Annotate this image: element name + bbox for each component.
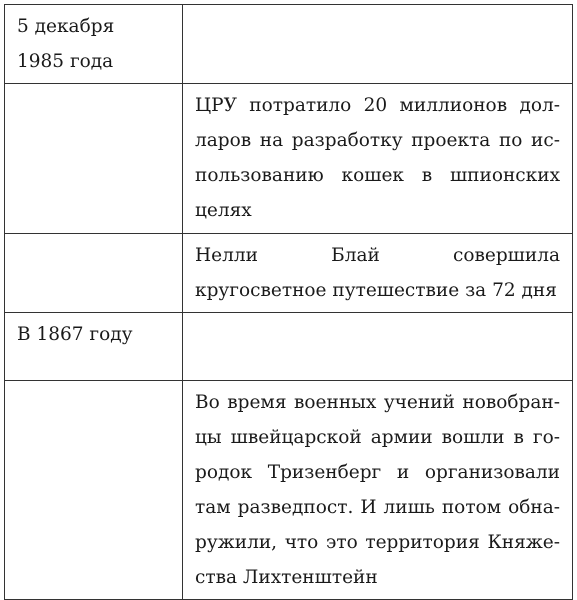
event-cell (183, 313, 573, 381)
date-cell (5, 234, 183, 313)
event-cell: Во время военных учений новобранцы швейцарской армии вошли в городок Тризенберг и организовали там разведпост. И лишь потом обнаружили, что это территория Княжества Лихтенштейн (183, 381, 573, 600)
table-row (5, 381, 573, 600)
table-row (5, 313, 573, 381)
date-cell (5, 381, 183, 600)
facts-table (4, 4, 573, 600)
table-row (5, 84, 573, 234)
event-cell: Нелли Блай совершила кругосветное путешествие за 72 дня (183, 234, 573, 313)
table-row (5, 5, 573, 84)
date-cell (5, 84, 183, 234)
date-cell: В 1867 году (5, 313, 183, 381)
date-cell: 5 декабря 1985 года (5, 5, 183, 84)
event-cell: ЦРУ потратило 20 миллионов долларов на разработку проекта по использованию кошек в шпионских целях (183, 84, 573, 234)
table-row (5, 234, 573, 313)
event-cell (183, 5, 573, 84)
